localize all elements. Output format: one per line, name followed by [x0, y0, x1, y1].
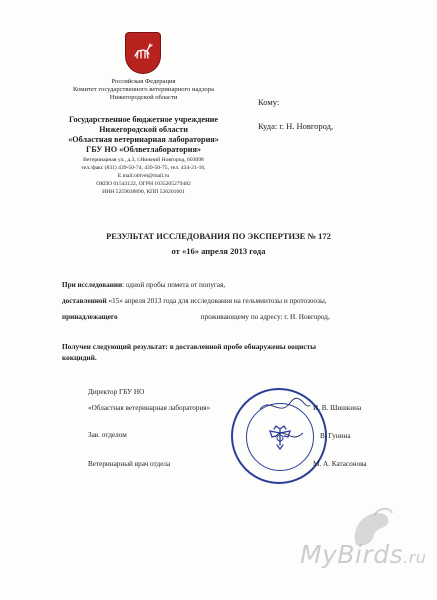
- body-line-owner: [62, 313, 330, 322]
- document-title: РЕЗУЛЬТАТ ИССЛЕДОВАНИЯ ПО ЭКСПЕРТИЗЕ № 172: [106, 231, 331, 241]
- handwritten-signatures: [255, 395, 315, 475]
- director-name: И. В. Шишкина: [313, 404, 362, 412]
- result-line2: кокцидий.: [62, 353, 97, 362]
- watermark-text: [300, 540, 426, 569]
- director-title-line2: «Областная ветеринарная лаборатория»: [88, 404, 211, 412]
- department-head-title: Зав. отделом: [88, 431, 127, 439]
- org-phones: тел./факс (831) 439-50-74, 439-50-75, тел. 434-21-16,: [81, 165, 206, 171]
- body-line-delivered: [62, 297, 327, 306]
- vet-doctor-title: Ветеринарный врач отдела: [88, 460, 171, 468]
- body-text-delivered: «15» апреля 2013 года для исследования на гельминтозы и протозоозы,: [106, 297, 327, 305]
- org-name-line1: Государственное бюджетное учреждение: [68, 115, 219, 124]
- watermark-brand: MyBirds: [300, 540, 404, 569]
- department-head-name: В. Гунина: [320, 432, 351, 440]
- federation-line: Российская Федерация: [111, 78, 176, 85]
- coat-of-arms-icon: [126, 33, 160, 73]
- committee-line: Комитет государственного ветеринарного надзора: [73, 86, 214, 93]
- watermark-suffix: .ru: [403, 548, 427, 567]
- body-text-owner: проживающему по адресу: г. Н. Новгород,: [200, 313, 330, 321]
- org-name-line4: ГБУ НО «Облветлаборатория»: [86, 145, 201, 154]
- recipient-to-label: Кому:: [258, 97, 280, 107]
- org-email: E.mail:oblvet@mail.ru: [117, 173, 170, 179]
- org-name-line2: Нижегородской области: [99, 125, 188, 134]
- vet-doctor-name: М. А. Катасонова: [313, 460, 367, 468]
- result-line1: Получен следующий результат: в доставленной пробе обнаружены ооцисты: [62, 342, 317, 351]
- org-name-line3: «Областная ветеринарная лаборатория»: [68, 135, 219, 144]
- org-address: Ветеринарная ул., д.3, г.Нижний Новгород, 603098: [83, 157, 204, 163]
- body-label-delivered: доставленной: [62, 297, 107, 305]
- region-line: Нижегородской области: [109, 94, 178, 101]
- body-label-owner: принадлежащего: [62, 313, 118, 321]
- deer-icon: [132, 42, 154, 62]
- director-title-line1: Директор ГБУ НО: [88, 388, 145, 396]
- recipient-address: Куда: г. Н. Новгород,: [258, 121, 334, 131]
- org-inn: ИНН 5259038890, КПП 526201001: [102, 189, 185, 195]
- body-label-study: При исследовании: [62, 281, 123, 289]
- document-date: от «16» апреля 2013 года: [171, 246, 266, 256]
- org-okpo: ОКПО 01543122, ОГРН 1035205279482: [96, 181, 191, 187]
- body-line-study: [62, 281, 225, 290]
- body-text-study: : одной пробы помета от попугая,: [122, 281, 226, 289]
